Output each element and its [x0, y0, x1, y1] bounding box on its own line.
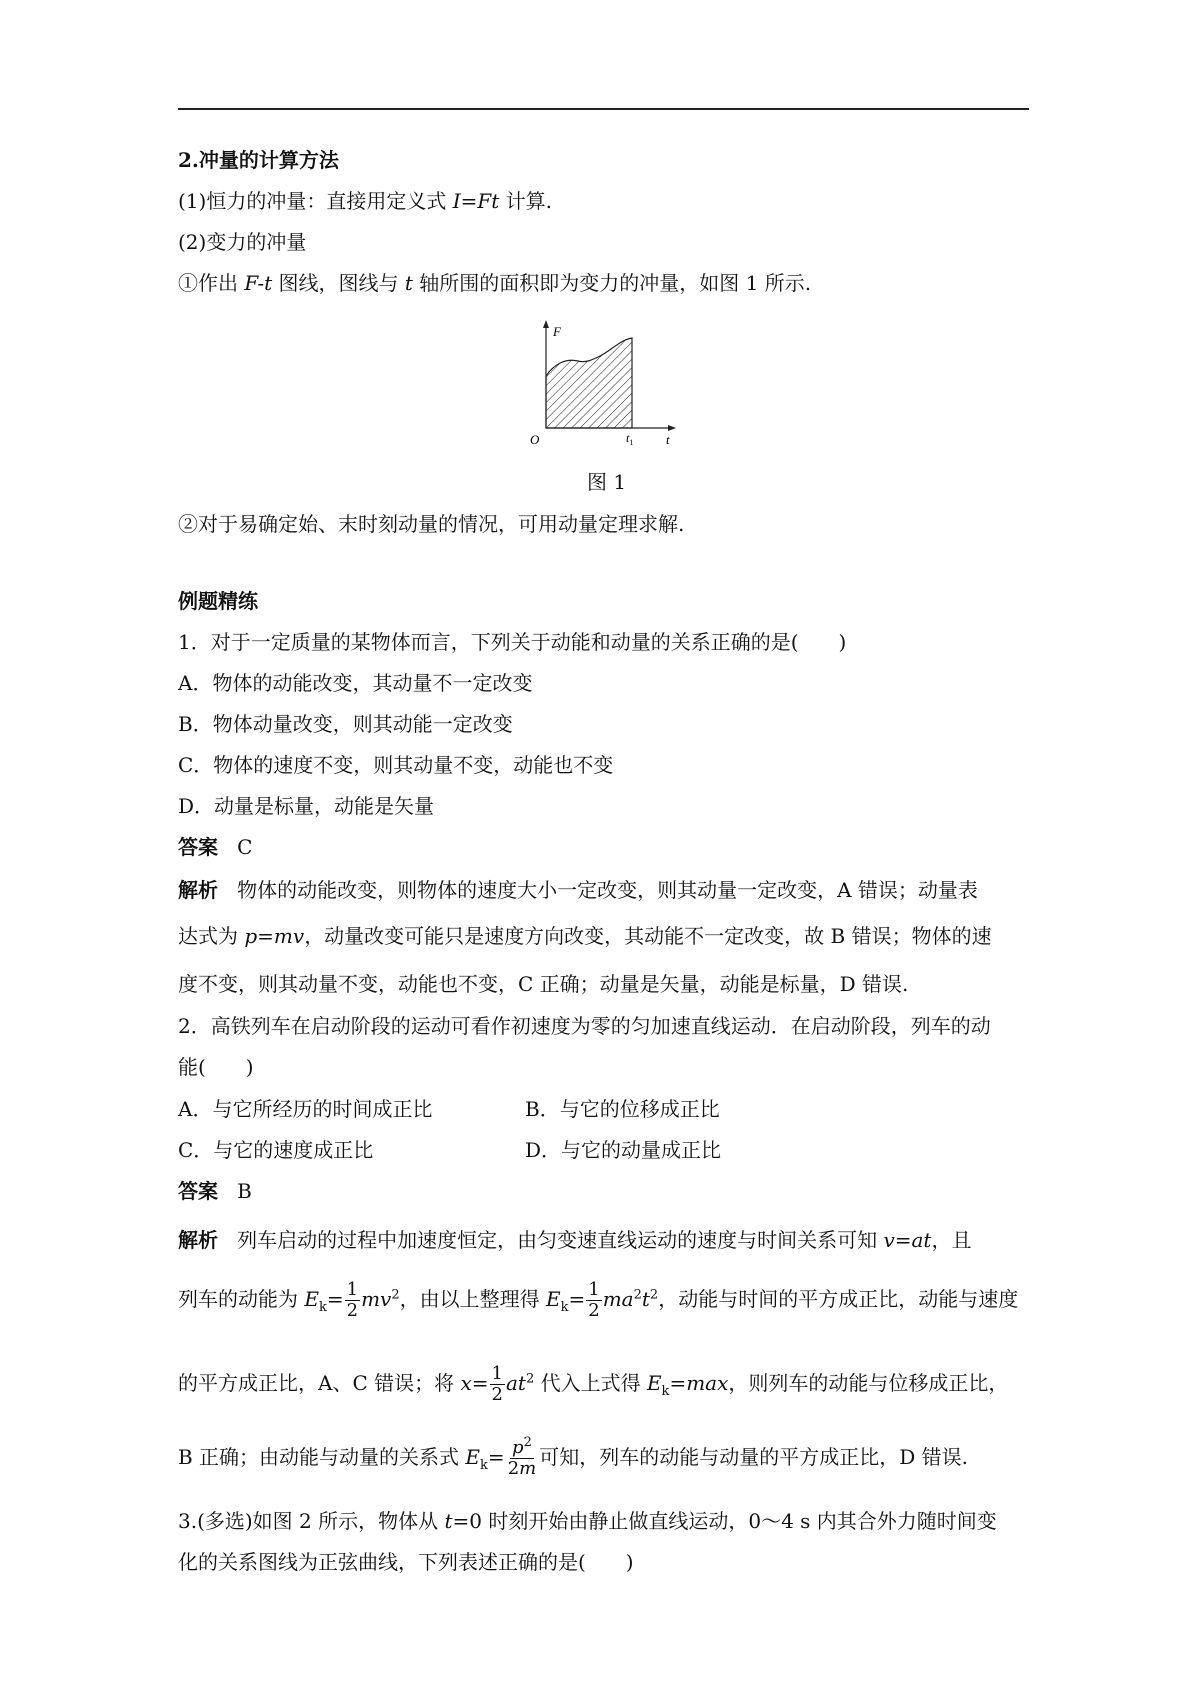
fraction-half: $\frac{1}{2}$ [491, 1363, 503, 1405]
section-title: 2.冲量的计算方法 [178, 148, 339, 172]
y-axis-arrow [543, 320, 549, 328]
examples-heading: 例题精练 [178, 589, 258, 613]
q1-answer: 答案 C [178, 835, 253, 859]
q2-option-d: D．与它的动量成正比 [525, 1138, 722, 1162]
q1-analysis-line3: 度不变，则其动量不变，动能也不变，C 正确；动量是矢量，动能是标量，D 错误. [178, 972, 909, 996]
q1-option-a: A．物体的动能改变，其动量不一定改变 [178, 671, 533, 695]
q1-analysis-line1: 解析 物体的动能改变，则物体的速度大小一定改变，则其动量一定改变，A 错误；动量表 [178, 878, 978, 902]
axis-label-F: F [553, 324, 561, 339]
q2-option-b: B．与它的位移成正比 [525, 1097, 720, 1121]
q2-stem-line2: 能( ) [178, 1055, 254, 1079]
q3-stem-line2: 化的关系图线为正弦曲线，下列表述正确的是( ) [178, 1550, 634, 1574]
q1-option-c: C．物体的速度不变，则其动量不变，动能也不变 [178, 753, 614, 777]
q3-stem-line1: 3.(多选)如图 2 所示，物体从 t=0 时刻开始由静止做直线运动，0～4 s 内其合外力随时间变 [178, 1509, 997, 1533]
q2-option-a: A．与它所经历的时间成正比 [178, 1097, 433, 1121]
q1-option-b: B．物体动量改变，则其动能一定改变 [178, 712, 513, 736]
q1-analysis-line2: 达式为 p=mv，动量改变可能只是速度方向改变，其动能不一定改变，故 B 错误；物体的速 [178, 924, 992, 948]
paragraph-variable-force: (2)变力的冲量 [178, 230, 307, 254]
fraction-half: $\frac{1}{2}$ [346, 1279, 359, 1321]
x-axis-arrow [668, 425, 676, 431]
header-rule [178, 108, 1029, 110]
impulse-area [546, 338, 632, 428]
q2-answer: 答案 B [178, 1179, 252, 1203]
q1-option-d: D．动量是标量，动能是矢量 [178, 794, 435, 818]
q2-option-c: C．与它的速度成正比 [178, 1138, 374, 1162]
axis-label-t: t [666, 432, 670, 447]
q2-analysis-line4: B 正确；由动能与动量的关系式 $E_k=$ $\frac{p^2}{2m}$ 可知，列车的动能与动量的平方成正比，D 错误. [178, 1435, 968, 1479]
fraction-half: $\frac{1}{2}$ [588, 1279, 600, 1321]
q2-analysis-line2: 列车的动能为 $E_k=$ $\frac{1}{2}$ $mv^2$，由以上整理得 $E_k=$ $\frac{1}{2}$ $ma^2t^2$，动能与时间的平方成正比，动能与速度 [178, 1279, 1019, 1321]
origin-label: O [530, 432, 540, 447]
q2-analysis-line3: 的平方成正比，A、C 错误；将 x= $\frac{1}{2}$ $at^2$ 代入上式得 $E_k=\max$，则列车的动能与位移成正比， [178, 1363, 1009, 1405]
q2-stem-line1: 2．高铁列车在启动阶段的运动可看作初速度为零的匀加速直线运动．在启动阶段，列车的动 [178, 1014, 991, 1038]
paragraph-constant-force: (1)恒力的冲量：直接用定义式 I=Ft 计算. [178, 189, 552, 213]
tick-label-t1: $t_1$ [626, 431, 634, 447]
paragraph-momentum-theorem: ②对于易确定始、末时刻动量的情况，可用动量定理求解. [178, 512, 685, 536]
figure-1-ft-graph [520, 318, 680, 452]
q1-stem: 1．对于一定质量的某物体而言，下列关于动能和动量的关系正确的是( ) [178, 630, 847, 654]
fraction-p2-over-2m: $\frac{p^2}{2m}$ [507, 1435, 537, 1479]
paragraph-graph-method: ①作出 F-t 图线，图线与 t 轴所围的面积即为变力的冲量，如图 1 所示. [178, 271, 812, 295]
figure-1-caption: 图 1 [587, 470, 627, 494]
q2-analysis-line1: 解析 列车启动的过程中加速度恒定，由匀变速直线运动的速度与时间关系可知 v=at，且 [178, 1228, 972, 1252]
